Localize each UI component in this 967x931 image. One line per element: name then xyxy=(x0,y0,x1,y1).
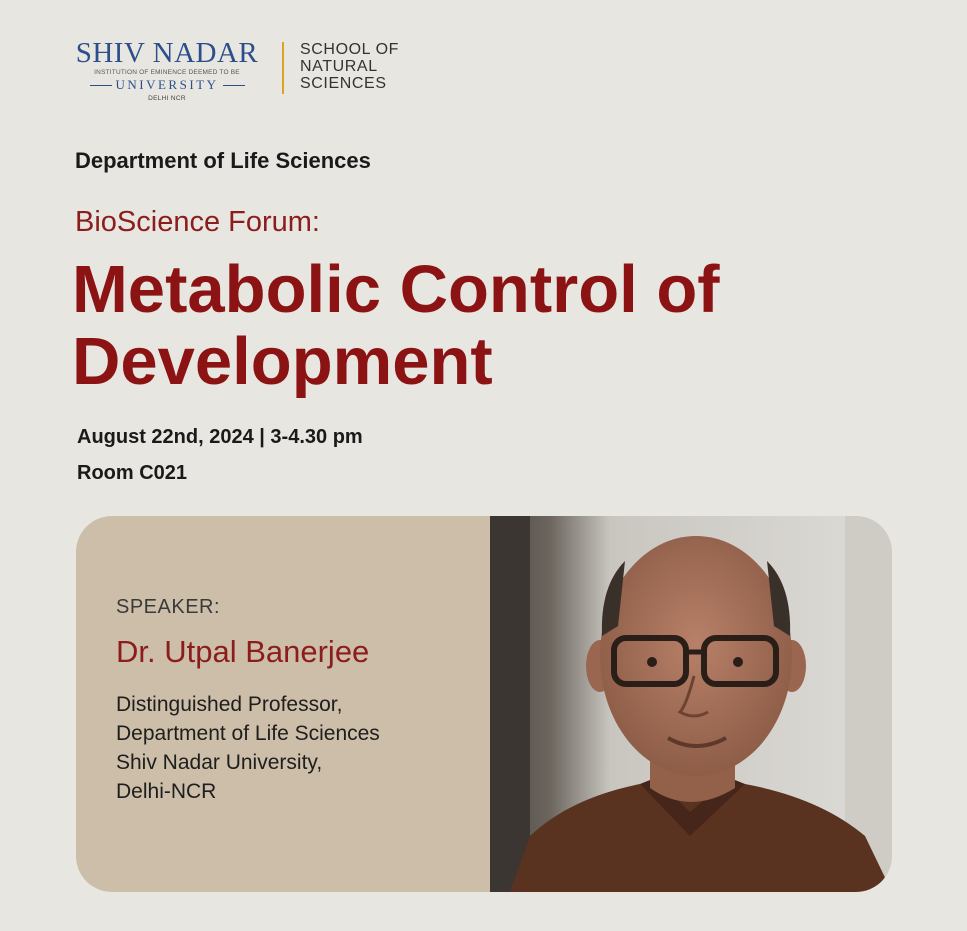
speaker-card xyxy=(76,516,892,892)
forum-label: BioScience Forum: xyxy=(75,206,320,238)
department-heading: Department of Life Sciences xyxy=(75,148,371,173)
speaker-name: Dr. Utpal Banerjee xyxy=(116,634,370,669)
event-room: Room C021 xyxy=(77,462,188,484)
speaker-desc-line-3: Shiv Nadar University, xyxy=(116,751,323,774)
university-word: UNIVERSITY xyxy=(115,77,219,92)
event-datetime: August 22nd, 2024 | 3-4.30 pm xyxy=(77,426,363,448)
speaker-description xyxy=(116,690,380,806)
event-title-line-2: Development xyxy=(72,324,493,399)
speaker-portrait-image xyxy=(490,516,892,892)
logo-divider xyxy=(282,42,284,94)
event-title-line-1: Metabolic Control of xyxy=(72,252,720,327)
logo-rule-left xyxy=(90,85,112,86)
school-line-2: NATURAL xyxy=(300,58,378,75)
school-line-1: SCHOOL OF xyxy=(300,41,400,58)
university-name: SHIV NADAR xyxy=(75,37,259,69)
logo-rule-right xyxy=(223,85,245,86)
speaker-desc-line-1: Distinguished Professor, xyxy=(116,693,343,716)
school-name xyxy=(300,41,399,92)
university-tagline: INSTITUTION OF EMINENCE DEEMED TO BE xyxy=(94,69,240,76)
university-word-row xyxy=(74,77,260,93)
school-line-3: SCIENCES xyxy=(300,75,387,92)
speaker-label: SPEAKER: xyxy=(116,596,221,618)
speaker-desc-line-2: Department of Life Sciences xyxy=(116,722,380,745)
university-location: DELHI NCR xyxy=(148,95,186,102)
university-wordmark xyxy=(74,38,260,102)
speaker-info-panel xyxy=(76,516,490,892)
speaker-photo xyxy=(490,516,892,892)
university-logo xyxy=(74,38,399,102)
speaker-desc-line-4: Delhi-NCR xyxy=(116,780,217,803)
event-title xyxy=(72,254,932,398)
